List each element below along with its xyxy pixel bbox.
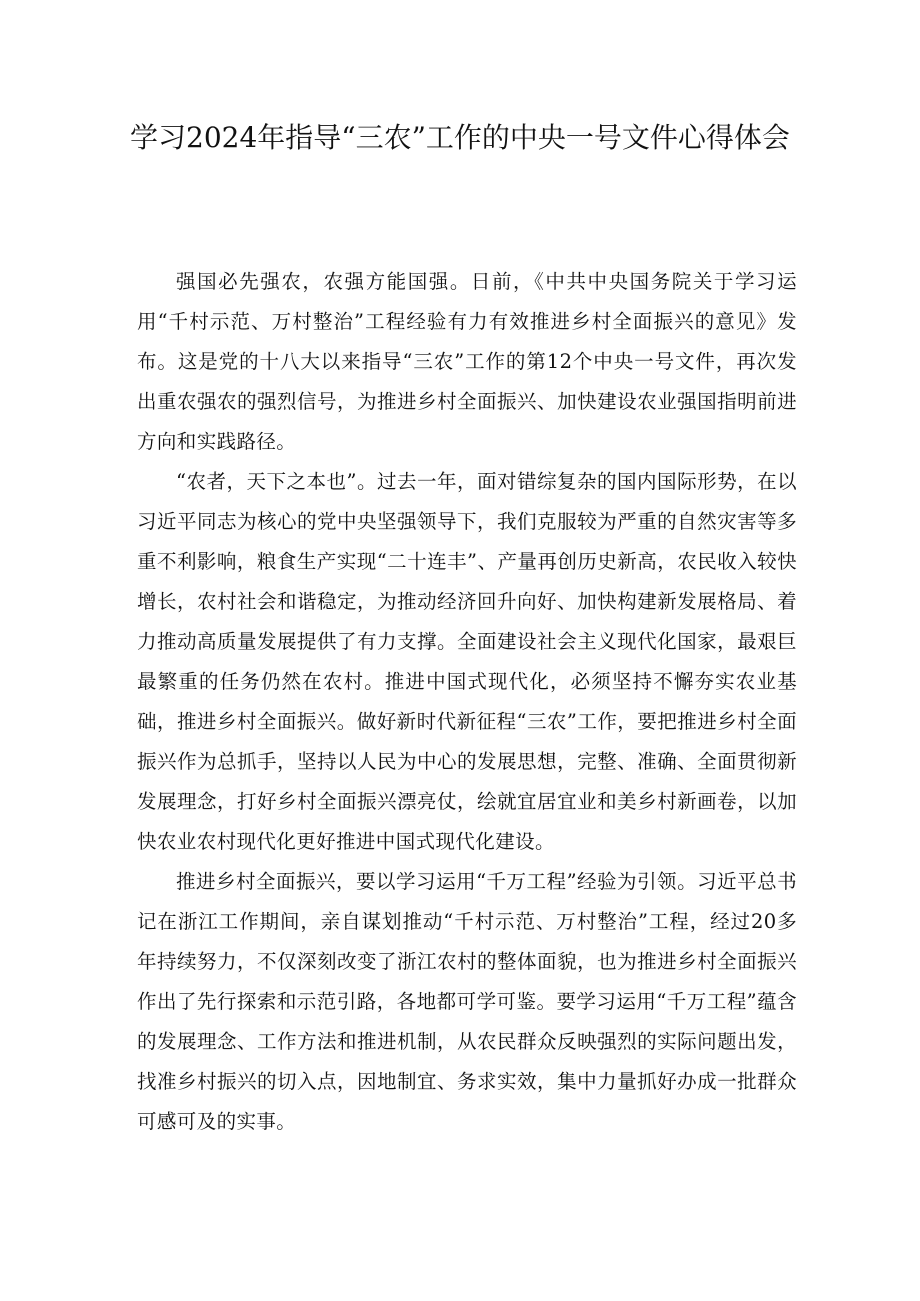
document-body bbox=[137, 262, 797, 1142]
paragraph-1: 强国必先强农，农强方能国强。日前，《中共中央国务院关于学习运用“千村示范、万村整治”工程经验有力有效推进乡村全面振兴的意见》发布。这是党的十八大以来指导“三农”工作的第12个中央一号文件，再次发出重农强农的强烈信号，为推进乡村全面振兴、加快建设农业强国指明前进方向和实践路径。 bbox=[137, 270, 797, 453]
paragraph-3: 推进乡村全面振兴，要以学习运用“千万工程”经验为引领。习近平总书记在浙江工作期间，亲自谋划推动“千村示范、万村整治”工程，经过20多年持续努力，不仅深刻改变了浙江农村的整体面貌，也为推进乡村全面振兴作出了先行探索和示范引路，各地都可学可鉴。要学习运用“千万工程”蕴含的发展理念、工作方法和推进机制，从农民群众反映强烈的实际问题出发，找准乡村振兴的切入点，因地制宜、务求实效，集中力量抓好办成一批群众可感可及的实事。 bbox=[137, 870, 797, 1133]
paragraph-2: “农者，天下之本也”。过去一年，面对错综复杂的国内国际形势，在以习近平同志为核心的党中央坚强领导下，我们克服较为严重的自然灾害等多重不利影响，粮食生产实现“二十连丰”、产量再创历史新高，农民收入较快增长，农村社会和谐稳定，为推动经济回升向好、加快构建新发展格局、着力推动高质量发展提供了有力支撑。全面建设社会主义现代化国家，最艰巨最繁重的任务仍然在农村。推进中国式现代化，必须坚持不懈夯实农业基础，推进乡村全面振兴。做好新时代新征程“三农”工作，要把推进乡村全面振兴作为总抓手，坚持以人民为中心的发展思想，完整、准确、全面贯彻新发展理念，打好乡村全面振兴漂亮仗，绘就宜居宜业和美乡村新画卷，以加快农业农村现代化更好推进中国式现代化建设。 bbox=[137, 470, 797, 853]
document-title: 学习2024年指导“三农”工作的中央一号文件心得体会 bbox=[130, 121, 790, 154]
